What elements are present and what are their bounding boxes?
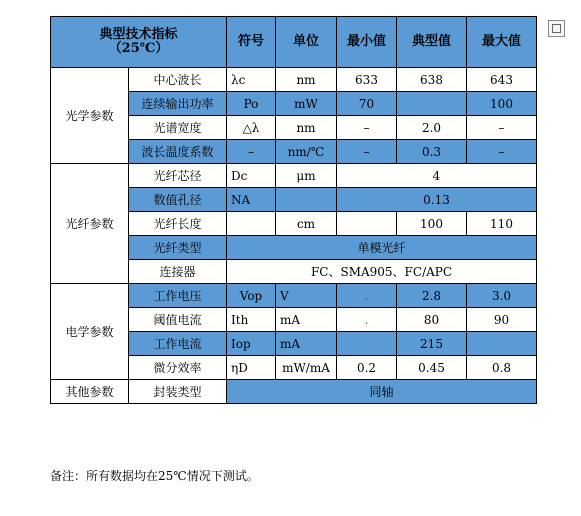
param-symbol: Po: [227, 92, 276, 116]
table-view-icon-frame: [552, 24, 561, 33]
param-name: 微分效率: [129, 356, 227, 380]
param-unit: mA: [276, 308, 337, 332]
param-value: 单模光纤: [227, 236, 537, 260]
param-min: –: [337, 116, 397, 140]
param-typ: 2.8: [397, 284, 467, 308]
param-min: [337, 332, 397, 356]
spec-title: 典型技术指标: [99, 27, 178, 42]
param-name: 工作电压: [129, 284, 227, 308]
table-row: [51, 284, 537, 308]
param-max: –: [467, 140, 537, 164]
param-typ: 4: [337, 164, 537, 188]
param-min: 633: [337, 68, 397, 92]
group-optical: 光学参数: [51, 68, 129, 164]
spec-title-cell: [51, 17, 227, 68]
table-row: [51, 68, 537, 92]
param-symbol: Iop: [227, 332, 276, 356]
param-max: 90: [467, 308, 537, 332]
param-unit: V: [276, 284, 337, 308]
spec-condition: （25℃）: [108, 41, 169, 56]
param-min: .: [337, 284, 397, 308]
param-name: 数值孔径: [129, 188, 227, 212]
param-min: 0.2: [337, 356, 397, 380]
group-other: 其他参数: [51, 380, 129, 404]
param-typ: 0.3: [397, 140, 467, 164]
param-name: 光纤类型: [129, 236, 227, 260]
param-typ: [397, 92, 467, 116]
param-name: 工作电流: [129, 332, 227, 356]
param-symbol: λc: [227, 68, 276, 92]
param-typ: 2.0: [397, 116, 467, 140]
table-view-icon[interactable]: [548, 20, 565, 37]
param-min: .: [337, 308, 397, 332]
param-symbol: Vop: [227, 284, 276, 308]
param-max: 100: [467, 92, 537, 116]
footnote: 备注：所有数据均在25℃情况下测试。: [50, 469, 259, 483]
param-name: 中心波长: [129, 68, 227, 92]
param-min: 70: [337, 92, 397, 116]
param-unit: nm: [276, 116, 337, 140]
param-unit: cm: [276, 212, 337, 236]
spec-table: [50, 16, 537, 404]
param-unit: mW/mA: [276, 356, 337, 380]
param-name: 连接器: [129, 260, 227, 284]
typ-header: 典型值: [397, 17, 467, 68]
param-min: –: [337, 140, 397, 164]
param-symbol: Ith: [227, 308, 276, 332]
param-min: [337, 212, 397, 236]
min-header: 最小值: [337, 17, 397, 68]
param-symbol: Dc: [227, 164, 276, 188]
param-value: 同轴: [227, 380, 537, 404]
param-name: 封装类型: [129, 380, 227, 404]
param-unit: nm/℃: [276, 140, 337, 164]
param-typ: 100: [397, 212, 467, 236]
table-row: [51, 380, 537, 404]
table-row: [51, 164, 537, 188]
param-value: FC、SMA905、FC/APC: [227, 260, 537, 284]
param-unit: μm: [276, 164, 337, 188]
param-max: 3.0: [467, 284, 537, 308]
param-name: 光纤芯径: [129, 164, 227, 188]
param-typ: 80: [397, 308, 467, 332]
param-name: 波长温度系数: [129, 140, 227, 164]
param-symbol: ηD: [227, 356, 276, 380]
param-symbol: NA: [227, 188, 276, 212]
param-symbol: △λ: [227, 116, 276, 140]
param-unit: [276, 188, 337, 212]
param-typ: 0.13: [337, 188, 537, 212]
table-header-row: [51, 17, 537, 68]
param-symbol: –: [227, 140, 276, 164]
param-unit: mA: [276, 332, 337, 356]
param-typ: 215: [397, 332, 467, 356]
param-name: 连续输出功率: [129, 92, 227, 116]
unit-header: 单位: [276, 17, 337, 68]
param-name: 阈值电流: [129, 308, 227, 332]
group-fiber: 光纤参数: [51, 164, 129, 284]
param-name: 光谱宽度: [129, 116, 227, 140]
param-unit: mW: [276, 92, 337, 116]
param-symbol: [227, 212, 276, 236]
symbol-header: 符号: [227, 17, 276, 68]
param-max: 110: [467, 212, 537, 236]
param-typ: 0.45: [397, 356, 467, 380]
param-max: [467, 332, 537, 356]
param-max: –: [467, 116, 537, 140]
param-max: 0.8: [467, 356, 537, 380]
group-electrical: 电学参数: [51, 284, 129, 380]
param-max: 643: [467, 68, 537, 92]
param-unit: nm: [276, 68, 337, 92]
max-header: 最大值: [467, 17, 537, 68]
param-typ: 638: [397, 68, 467, 92]
param-name: 光纤长度: [129, 212, 227, 236]
